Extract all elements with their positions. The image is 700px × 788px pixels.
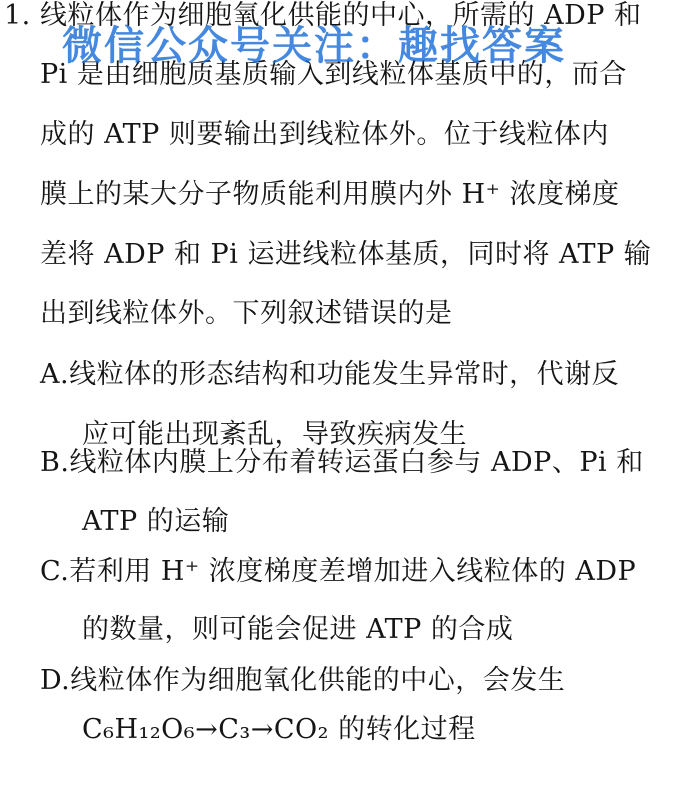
option-a-line-2: 应可能出现紊乱，导致疾病发生 xyxy=(82,419,467,450)
option-d xyxy=(40,665,565,697)
stem-line-1: 线粒体作为细胞氧化供能的中心，所需的 ADP 和 xyxy=(40,0,642,31)
option-c-label: C. xyxy=(40,556,70,587)
question-number-text: 1. xyxy=(4,0,31,31)
option-a-label: A. xyxy=(40,359,70,390)
option-a xyxy=(40,359,619,391)
option-b-label: B. xyxy=(40,447,70,478)
option-b xyxy=(40,447,644,479)
option-c-line-2: 的数量，则可能会促进 ATP 的合成 xyxy=(82,614,514,645)
option-d-line-1: 线粒体作为细胞氧化供能的中心，会发生 xyxy=(70,665,566,696)
option-c-line-1: 若利用 H⁺ 浓度梯度差增加进入线粒体的 ADP xyxy=(69,556,637,587)
stem-line-6: 出到线粒体外。下列叙述错误的是 xyxy=(40,298,453,329)
option-c xyxy=(40,556,636,588)
watermark-text: 微信公众号关注：趣找答案 xyxy=(62,23,566,69)
option-a-line-1: 线粒体的形态结构和功能发生异常时，代谢反 xyxy=(69,359,620,390)
option-b-line-1: 线粒体内膜上分布着转运蛋白参与 ADP、Pi 和 xyxy=(69,447,644,478)
stem-line-3: 成的 ATP 则要输出到线粒体外。位于线粒体内 xyxy=(40,119,609,150)
option-b-line-2: ATP 的运输 xyxy=(82,506,230,537)
stem-line-2: Pi 是由细胞质基质输入到线粒体基质中的，而合 xyxy=(40,59,627,90)
stem-line-4: 膜上的某大分子物质能利用膜内外 H⁺ 浓度梯度 xyxy=(40,179,620,210)
option-d-line-2: C₆H₁₂O₆→C₃→CO₂ 的转化过程 xyxy=(82,714,476,745)
question-number xyxy=(4,0,31,32)
option-d-label: D. xyxy=(40,665,71,696)
stem-line-5: 差将 ADP 和 Pi 运进线粒体基质，同时将 ATP 输 xyxy=(40,239,652,270)
